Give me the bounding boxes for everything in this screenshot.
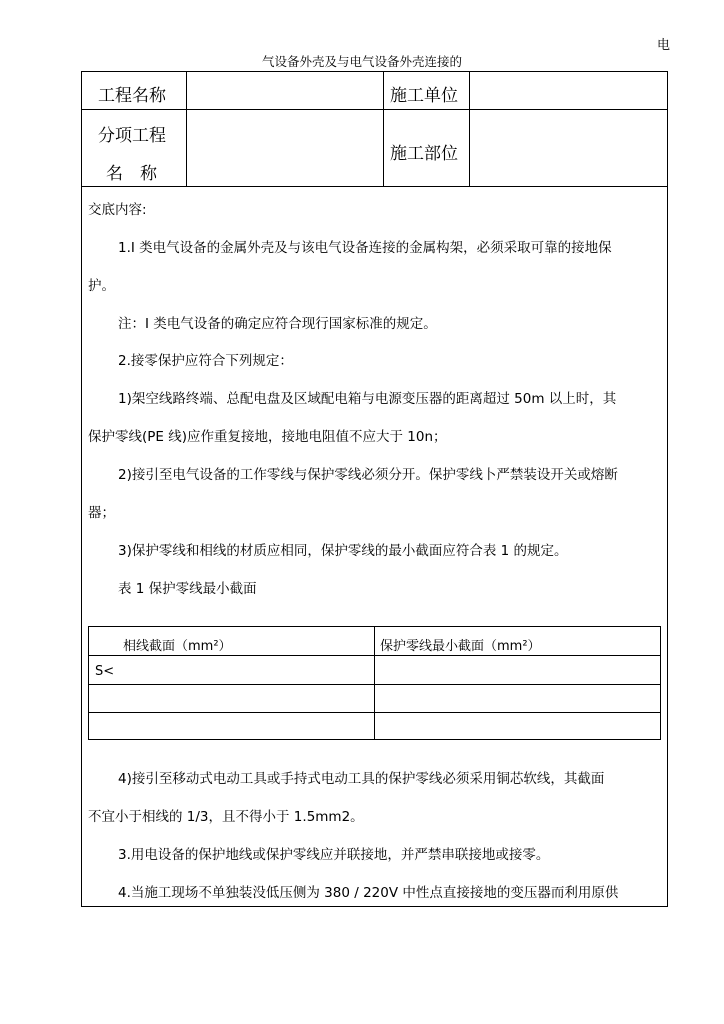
- content-line: 护。: [88, 278, 115, 294]
- col-divider: [469, 72, 470, 186]
- table-header: 保护零线最小截面（mm²）: [380, 639, 541, 654]
- table-cell: S<: [95, 664, 115, 679]
- row-divider: [89, 712, 660, 713]
- document-title: 气设备外壳及与电气设备外壳连接的: [261, 54, 462, 69]
- row-divider: [89, 684, 660, 685]
- row-divider: [89, 655, 660, 656]
- content-line: 保护零线(PE 线)应作重复接地，接地电阻值不应大于 10n；: [88, 429, 447, 445]
- construction-unit-label: 施工单位: [390, 86, 458, 106]
- subproject-label-line1: 分项工程: [98, 126, 166, 146]
- col-divider: [374, 627, 375, 739]
- table-header: 相线截面（mm²）: [123, 639, 232, 654]
- header-corner-text: 电: [657, 38, 671, 53]
- content-line: 1.I 类电气设备的金属外壳及与该电气设备连接的金属构架，必须采取可靠的接地保: [118, 240, 612, 256]
- content-line: 3.用电设备的保护地线或保护零线应并联接地，并严禁串联接地或接零。: [118, 847, 550, 863]
- content-heading: 交底内容:: [88, 202, 147, 218]
- content-line: 1)架空线路终端、总配电盘及区域配电箱与电源变压器的距离超过 50m 以上时，其: [118, 391, 617, 407]
- content-line: 4.当施工现场不单独装没低压侧为 380 / 220V 中性点直接接地的变压器而利用原供: [118, 885, 619, 901]
- project-name-label: 工程名称: [98, 86, 166, 106]
- content-line: 3)保护零线和相线的材质应相同，保护零线的最小截面应符合表 1 的规定。: [118, 543, 568, 559]
- content-line: 2.接零保护应符合下列规定：: [118, 353, 293, 369]
- content-line: 注：I 类电气设备的确定应符合现行国家标准的规定。: [118, 316, 437, 332]
- subproject-label-line2: 名 称: [106, 164, 157, 184]
- row-divider: [82, 109, 667, 110]
- col-divider: [383, 72, 384, 186]
- col-divider: [186, 72, 187, 186]
- min-cross-section-table: [88, 626, 661, 740]
- content-line: 2)接引至电气设备的工作零线与保护零线必须分开。保护零线卜严禁装设开关或熔断: [118, 467, 618, 483]
- table-caption: 表 1 保护零线最小截面: [118, 581, 257, 597]
- construction-location-label: 施工部位: [390, 144, 458, 164]
- row-divider: [82, 186, 667, 187]
- content-line: 不宜小于相线的 1/3，且不得小于 1.5mm2。: [88, 809, 364, 825]
- content-line: 器；: [88, 505, 115, 521]
- content-line: 4)接引至移动式电动工具或手持式电动工具的保护零线必须采用铜芯软线，其截面: [118, 771, 605, 787]
